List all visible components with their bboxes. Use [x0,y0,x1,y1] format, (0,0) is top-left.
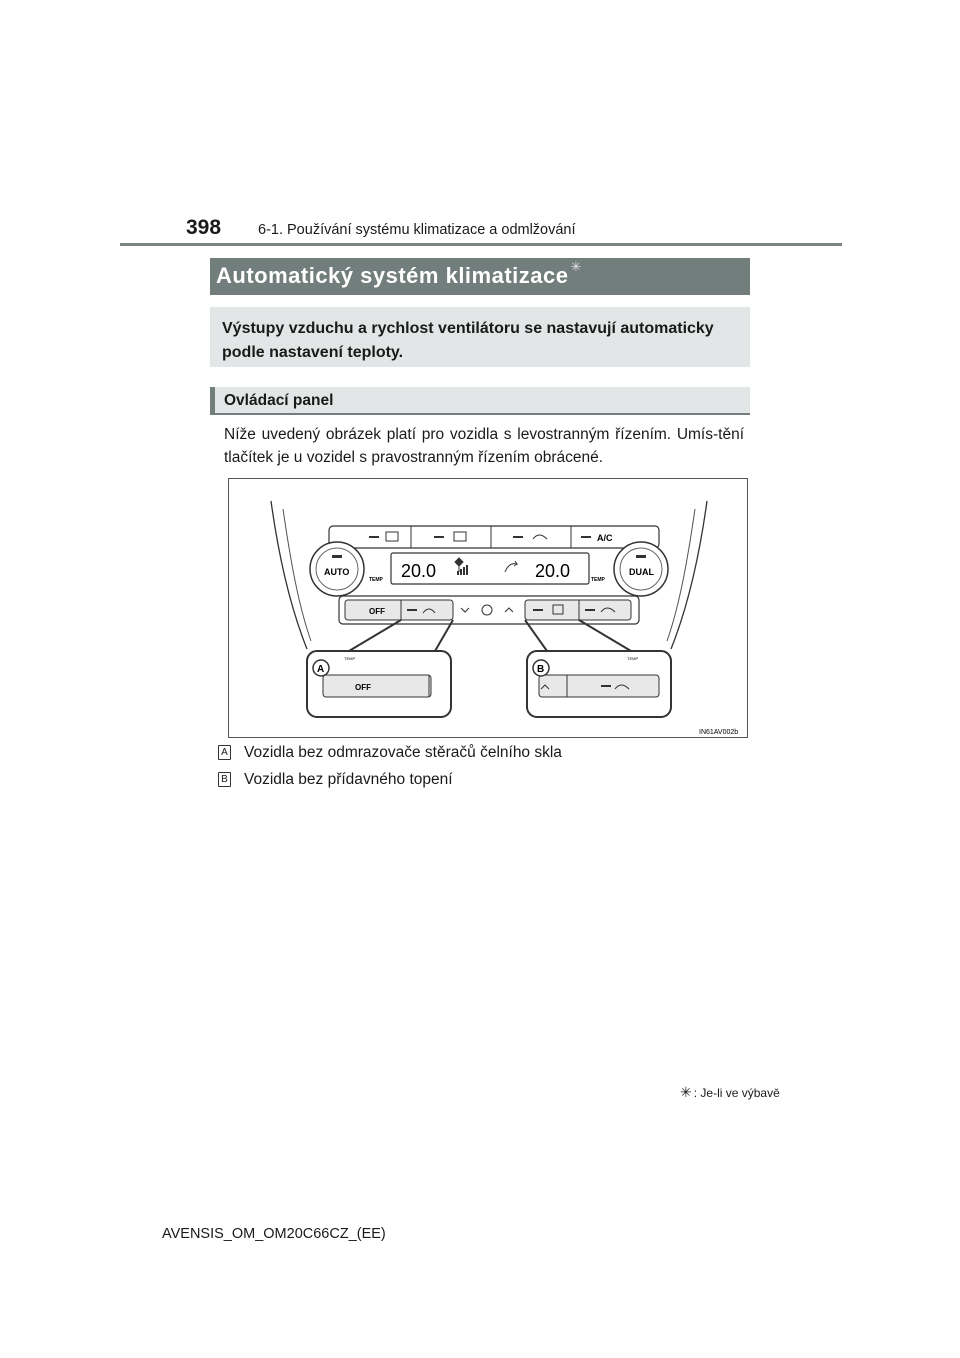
header-rule [120,243,842,246]
inset-a-temp-label: TEMP [344,656,356,661]
chapter-title: 6-1. Používání systému klimatizace a odmlžování [258,222,576,238]
intro-text: Výstupy vzduchu a rychlost ventilátoru se nastavují automaticky podle nastavení teploty. [222,320,714,361]
footnote-marker: ✳ [680,1084,692,1100]
inset-b-temp-label: TEMP [627,656,639,661]
legend-item-a [218,744,562,762]
legend-badge-b: B [218,772,231,787]
legend-badge-a: A [218,745,231,760]
legend-text-b: Vozidla bez přídavného topení [244,771,453,788]
callout-b: B [537,664,545,675]
ac-label: A/C [597,533,613,543]
section-title [216,259,582,289]
subsection-title: Ovládací panel [224,392,334,409]
section-title-text: Automatický systém klimatizace [216,263,569,288]
footer-document-code: AVENSIS_OM_OM20C66CZ_(EE) [162,1226,386,1242]
auto-knob-label: AUTO [324,567,350,577]
subsection-rule [210,413,750,415]
control-panel-illustration [229,479,749,739]
figure-code: IN61AV002b [699,729,739,736]
dual-knob-label: DUAL [629,567,654,577]
display-temp-left: 20.0 [401,561,437,581]
legend-text-a: Vozidla bez odmrazovače stěračů čelního skla [244,744,562,761]
inset-a-off-label: OFF [355,683,371,692]
temp-label-right: TEMP [591,577,605,583]
display-temp-right: 20.0 [535,561,571,581]
temp-label-left: TEMP [369,577,383,583]
footnote [680,1084,780,1101]
callout-a: A [317,664,325,675]
body-paragraph: Níže uvedený obrázek platí pro vozidla s levostranným řízením. Umís-tění tlačítek je u vozidel s pravostranným řízením obrácené. [224,426,744,466]
control-panel-figure [228,478,748,738]
optional-equipment-marker: ✳ [570,259,582,274]
page-number: 398 [186,216,222,239]
footnote-text: : Je-li ve výbavě [693,1086,780,1100]
off-button-label: OFF [369,607,385,616]
legend-item-b [218,771,453,789]
